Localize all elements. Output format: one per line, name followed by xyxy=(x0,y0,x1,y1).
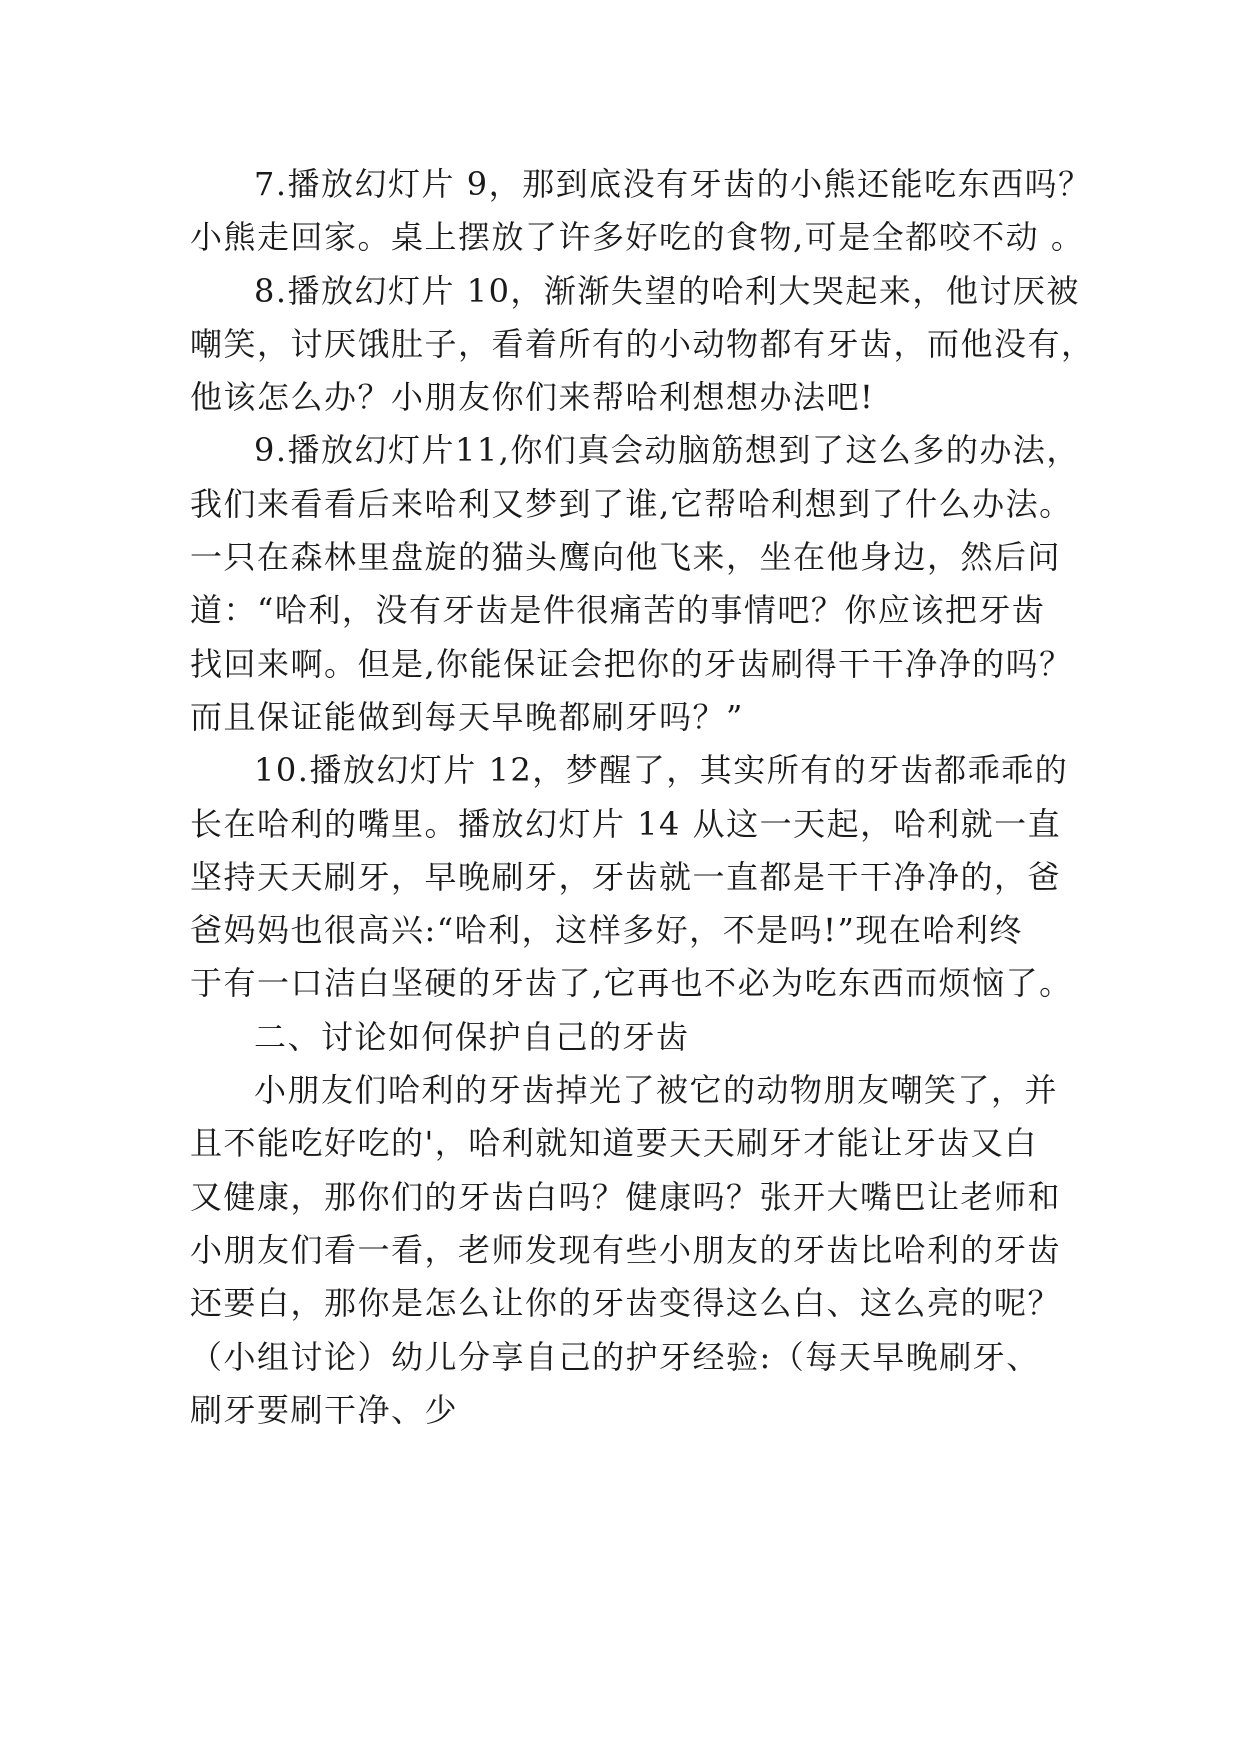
text-line: 嘲笑，讨厌饿肚子，看着所有的小动物都有牙齿，而他没有， xyxy=(190,324,1095,363)
text-line: 又健康，那你们的牙齿白吗？健康吗？张开大嘴巴让老师和 xyxy=(190,1177,1062,1216)
text-line: 一只在森林里盘旋的猫头鹰向他飞来，坐在他身边，然后问 xyxy=(190,538,1062,577)
text-line: 而且保证能做到每天早晚都刷牙吗？” xyxy=(190,697,744,736)
text-line: 小朋友们看一看，老师发现有些小朋友的牙齿比哈利的牙齿 xyxy=(190,1230,1062,1269)
text-line: 找回来啊。但是,你能保证会把你的牙齿刷得干干净净的吗？ xyxy=(190,644,1073,683)
text-line: 还要白，那你是怎么让你的牙齿变得这么白、这么亮的呢？ xyxy=(190,1284,1062,1323)
text-line: 7.播放幻灯片 9，那到底没有牙齿的小熊还能吃东西吗？ xyxy=(254,165,1092,203)
text-line: 刷牙要刷干净、少 xyxy=(190,1390,459,1429)
text-line: 道：“哈利，没有牙齿是件很痛苦的事情吧？你应该把牙齿 xyxy=(190,591,1046,630)
document-body xyxy=(190,158,1095,1437)
text-line: 8.播放幻灯片 10，渐渐失望的哈利大哭起来，他讨厌被 xyxy=(254,271,1080,310)
text-line: 他该怎么办？小朋友你们来帮哈利想想办法吧! xyxy=(190,378,875,417)
text-line: 10.播放幻灯片 12，梦醒了，其实所有的牙齿都乖乖的 xyxy=(254,751,1069,790)
text-line: 长在哈利的嘴里。播放幻灯片 14 从这一天起，哈利就一直 xyxy=(190,804,1062,843)
text-line: 我们来看看后来哈利又梦到了谁,它帮哈利想到了什么办法。 xyxy=(190,484,1073,523)
text-line: 小朋友们哈利的牙齿掉光了被它的动物朋友嘲笑了，并 xyxy=(254,1071,1059,1110)
text-line: 爸妈妈也很高兴:“哈利，这样多好，不是吗!”现在哈利终 xyxy=(190,911,1023,950)
text-line: 9.播放幻灯片11,你们真会动脑筋想到了这么多的办法， xyxy=(254,431,1080,470)
text-line: 小熊走回家。桌上摆放了许多好吃的食物,可是全都咬不动 。 xyxy=(190,218,1085,257)
section-heading: 二、讨论如何保护自己的牙齿 xyxy=(254,1017,690,1056)
text-line: 坚持天天刷牙，早晚刷牙，牙齿就一直都是干干净净的，爸 xyxy=(190,857,1062,896)
text-line: 于有一口洁白坚硬的牙齿了,它再也不必为吃东西而烦恼了。 xyxy=(190,964,1073,1003)
text-line: （小组讨论）幼儿分享自己的护牙经验:（每天早晚刷牙、 xyxy=(190,1337,1040,1376)
text-line: 且不能吃好吃的'，哈利就知道要天天刷牙才能让牙齿又白 xyxy=(190,1124,1038,1163)
